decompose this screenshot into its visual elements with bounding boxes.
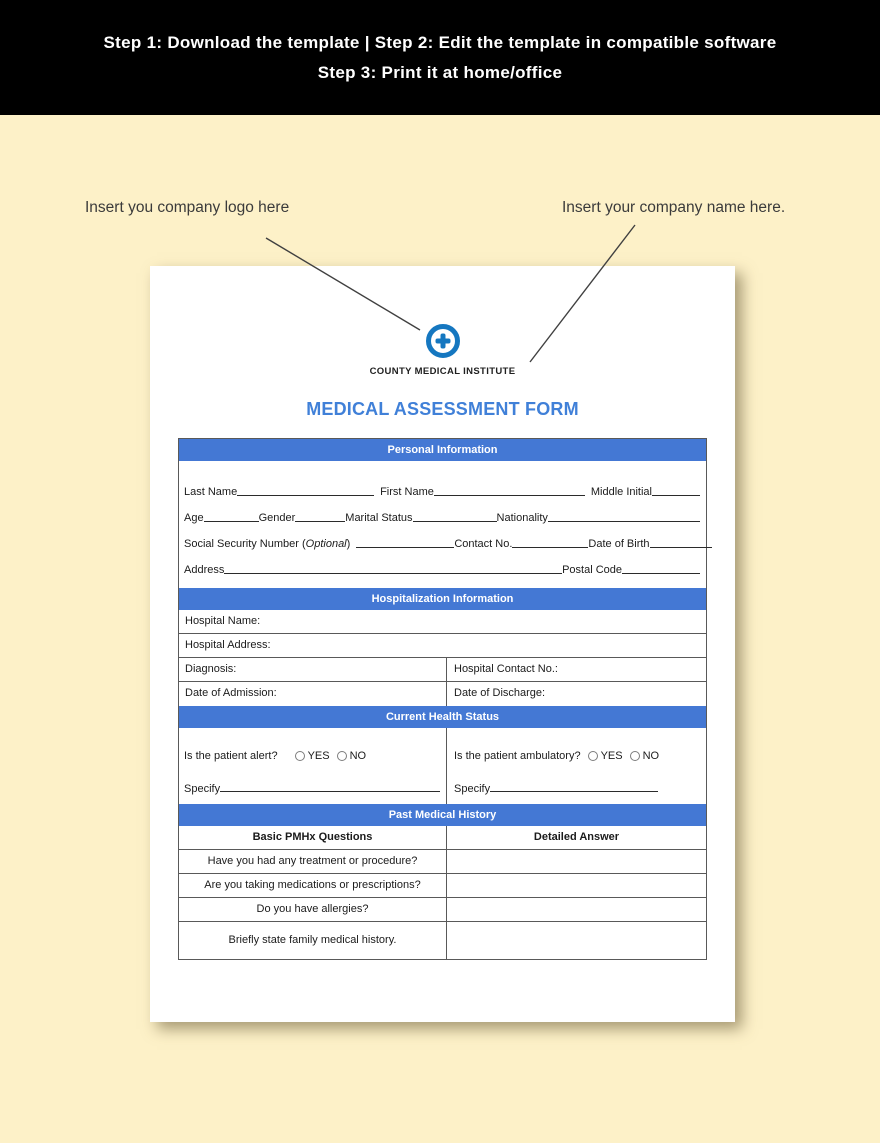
alert-specify-row — [184, 769, 440, 795]
contact-no-field[interactable] — [512, 547, 588, 548]
field-row-ssn-contact — [184, 526, 700, 552]
section-header-personal-information: Personal Information — [179, 439, 706, 461]
pmh-questions-column-header: Basic PMHx Questions — [179, 826, 447, 849]
pmh-answer-cell-medications[interactable] — [447, 874, 706, 897]
date-of-admission-cell[interactable] — [179, 682, 447, 706]
banner-line-1: Step 1: Download the template | Step 2: Edit the template in compatible software — [103, 33, 777, 52]
document-page — [150, 266, 735, 1022]
current-health-status-body — [179, 728, 706, 804]
field-row-demographics — [184, 500, 700, 526]
hospital-contact-cell[interactable] — [447, 658, 706, 681]
pmh-row-medications — [179, 874, 706, 898]
date-of-birth-field[interactable] — [650, 547, 712, 548]
ambulatory-no-radio[interactable] — [630, 751, 640, 761]
ambulatory-specify-label: Specify — [454, 783, 491, 795]
first-name-label: First Name — [380, 486, 434, 498]
company-name: COUNTY MEDICAL INSTITUTE — [369, 366, 516, 377]
pmh-answers-column-header: Detailed Answer — [533, 831, 620, 843]
ambulatory-specify-row — [454, 769, 700, 795]
gender-field[interactable] — [295, 521, 345, 522]
alert-no-radio[interactable] — [337, 751, 347, 761]
nationality-label: Nationality — [496, 512, 548, 524]
postal-code-label: Postal Code — [562, 564, 622, 576]
diagnosis-contact-row — [179, 658, 706, 682]
ambulatory-yes-radio[interactable] — [588, 751, 598, 761]
alert-specify-label: Specify — [184, 783, 221, 795]
pmh-answer-cell-family-history[interactable] — [447, 922, 706, 959]
age-field[interactable] — [204, 521, 259, 522]
section-header-past-medical-history: Past Medical History — [179, 804, 706, 826]
section-header-current-health-status: Current Health Status — [179, 706, 706, 728]
pmh-question-allergies: Do you have allergies? — [179, 898, 447, 921]
patient-ambulatory-question-row — [454, 743, 700, 769]
gender-label: Gender — [258, 512, 296, 524]
patient-ambulatory-cell — [447, 728, 706, 804]
alert-no-label: NO — [349, 750, 367, 762]
address-field[interactable] — [224, 573, 562, 574]
ssn-label: Social Security Number (Optional) — [184, 538, 351, 550]
address-label: Address — [184, 564, 225, 576]
ssn-optional-label: Optional — [305, 538, 347, 550]
medical-assessment-form-table — [178, 438, 707, 960]
admission-discharge-row — [179, 682, 706, 706]
annotation-logo-hint: Insert you company logo here — [85, 199, 290, 216]
patient-alert-question: Is the patient alert? — [184, 750, 278, 762]
pmh-row-treatment — [179, 850, 706, 874]
date-of-discharge-cell[interactable] — [447, 682, 706, 706]
cross-horizontal-bar — [435, 339, 450, 344]
diagnosis-cell[interactable] — [179, 658, 447, 681]
pmh-question-treatment: Have you had any treatment or procedure? — [179, 850, 447, 873]
postal-code-field[interactable] — [622, 573, 700, 574]
pmh-column-headers-row — [179, 826, 706, 850]
annotation-name-hint: Insert your company name here. — [562, 199, 786, 216]
patient-alert-cell — [179, 728, 447, 804]
patient-ambulatory-question: Is the patient ambulatory? — [454, 750, 581, 762]
section-header-hospitalization-information: Hospitalization Information — [179, 588, 706, 610]
ambulatory-no-label: NO — [642, 750, 660, 762]
pmh-answer-cell-allergies[interactable] — [447, 898, 706, 921]
last-name-label: Last Name — [184, 486, 238, 498]
alert-yes-radio[interactable] — [295, 751, 305, 761]
hospital-name-label: Hospital Name: — [185, 615, 261, 627]
marital-status-field[interactable] — [413, 521, 497, 522]
pmh-row-allergies — [179, 898, 706, 922]
patient-alert-question-row — [184, 743, 440, 769]
field-row-name — [184, 474, 700, 500]
pmh-row-family-history — [179, 922, 706, 959]
banner-line-2: Step 3: Print it at home/office — [317, 63, 563, 82]
medical-cross-icon — [426, 324, 460, 358]
ambulatory-yes-label: YES — [600, 750, 623, 762]
diagnosis-label: Diagnosis: — [185, 663, 237, 675]
company-logo — [150, 266, 735, 377]
hospital-address-label: Hospital Address: — [185, 639, 271, 651]
date-of-discharge-label: Date of Discharge: — [454, 687, 546, 699]
first-name-field[interactable] — [434, 495, 585, 496]
pmh-question-family-history: Briefly state family medical history. — [179, 922, 447, 959]
alert-yes-label: YES — [307, 750, 330, 762]
date-of-birth-label: Date of Birth — [588, 538, 650, 550]
hospital-contact-label: Hospital Contact No.: — [454, 663, 558, 675]
middle-initial-label: Middle Initial — [590, 486, 652, 498]
ssn-field[interactable] — [356, 547, 454, 548]
alert-specify-field[interactable] — [220, 791, 440, 792]
instructions-banner — [0, 0, 880, 115]
pmh-question-medications: Are you taking medications or prescriptions? — [179, 874, 447, 897]
ambulatory-specify-field[interactable] — [490, 791, 658, 792]
hospital-address-row[interactable] — [179, 634, 706, 658]
date-of-admission-label: Date of Admission: — [185, 687, 277, 699]
age-label: Age — [184, 512, 204, 524]
hospital-name-row[interactable] — [179, 610, 706, 634]
marital-status-label: Marital Status — [345, 512, 413, 524]
nationality-field[interactable] — [548, 521, 700, 522]
pmh-answer-cell-treatment[interactable] — [447, 850, 706, 873]
middle-initial-field[interactable] — [652, 495, 700, 496]
personal-information-body — [179, 461, 706, 588]
contact-no-label: Contact No. — [454, 538, 513, 550]
field-row-address — [184, 552, 700, 578]
form-title: MEDICAL ASSESSMENT FORM — [306, 399, 579, 419]
last-name-field[interactable] — [237, 495, 374, 496]
